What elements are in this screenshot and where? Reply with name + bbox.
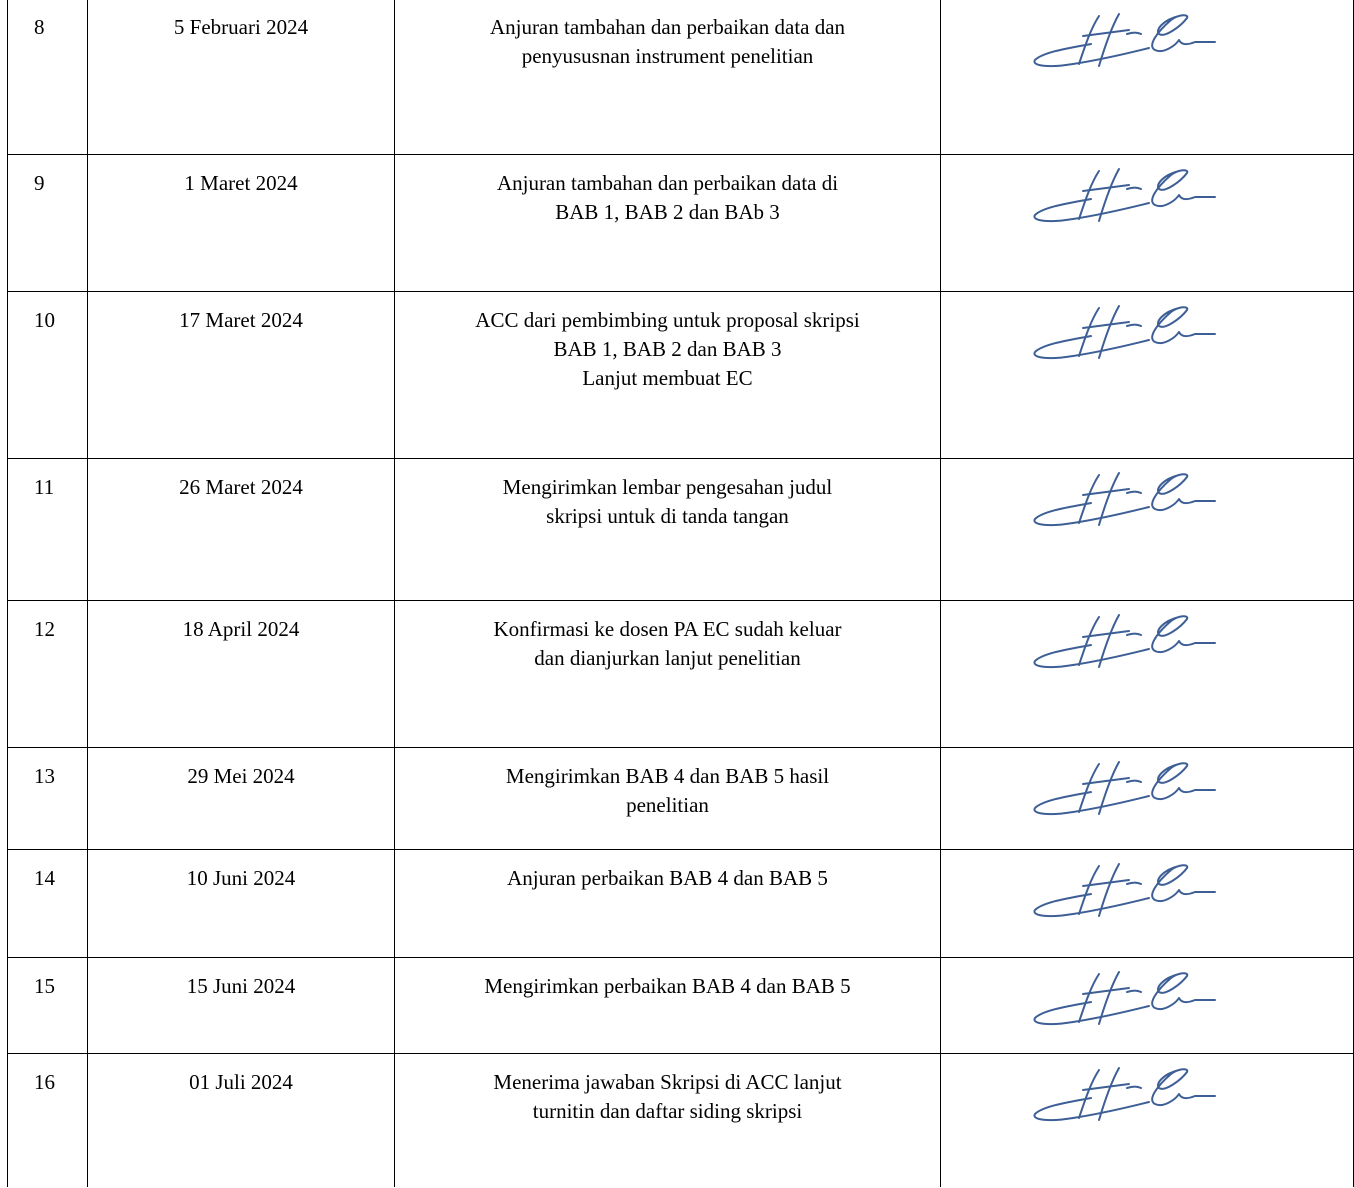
row-activity [395,747,941,849]
activity-line: penyususnan instrument penelitian [521,44,814,68]
row-signature [941,849,1354,957]
row-activity [395,458,941,600]
row-signature [941,458,1354,600]
row-date: 18 April 2024 [88,600,395,747]
row-number: 14 [8,849,88,957]
row-signature [941,747,1354,849]
row-signature [941,1053,1354,1187]
row-date: 29 Mei 2024 [88,747,395,849]
activity-line: BAB 1, BAB 2 dan BAB 3 [553,336,782,361]
signature-icon [947,860,1347,926]
signature-icon [947,165,1347,231]
row-signature [941,291,1354,458]
row-activity [395,600,941,747]
row-date: 1 Maret 2024 [88,154,395,291]
activity-line: Lanjut membuat EC [582,365,753,390]
activity-line: Menerima jawaban Skripsi di ACC lanjut [493,1069,842,1094]
row-number: 13 [8,747,88,849]
row-date: 01 Juli 2024 [88,1053,395,1187]
table-row [8,154,1354,291]
signature-icon [947,1064,1347,1130]
row-number: 11 [8,458,88,600]
row-activity [395,957,941,1053]
signature-icon [947,968,1347,1034]
signature-icon [947,10,1347,76]
table-row [8,458,1354,600]
activity-line: Anjuran tambahan dan perbaikan data di [496,170,839,195]
row-date: 17 Maret 2024 [88,291,395,458]
row-activity [395,0,941,154]
signature-icon [947,469,1347,535]
row-number: 15 [8,957,88,1053]
activity-line: Mengirimkan BAB 4 dan BAB 5 hasil [505,763,830,788]
table-row [8,849,1354,957]
activity-line: penelitian [626,792,709,817]
row-date: 26 Maret 2024 [88,458,395,600]
activity-line: Anjuran tambahan dan perbaikan data dan [489,15,846,39]
table-row [8,957,1354,1053]
row-date: 10 Juni 2024 [88,849,395,957]
row-number: 10 [8,291,88,458]
signature-icon [947,611,1347,677]
row-number: 8 [8,0,88,154]
activity-line: skripsi untuk di tanda tangan [546,503,789,528]
row-activity [395,1053,941,1187]
activity-line: Mengirimkan perbaikan BAB 4 dan BAB 5 [484,973,851,998]
row-number: 16 [8,1053,88,1187]
table-row [8,291,1354,458]
row-date: 15 Juni 2024 [88,957,395,1053]
row-date: 5 Februari 2024 [88,0,395,154]
row-number: 12 [8,600,88,747]
activity-line: BAB 1, BAB 2 dan BAb 3 [555,199,780,224]
row-signature [941,600,1354,747]
activity-line: Mengirimkan lembar pengesahan judul [502,474,833,499]
table-row [8,747,1354,849]
table-row [8,0,1354,154]
signature-icon [947,758,1347,824]
row-signature [941,154,1354,291]
table-row [8,600,1354,747]
consultation-log-table [7,0,1354,1187]
activity-line: Konfirmasi ke dosen PA EC sudah keluar [493,616,842,641]
activity-line: Anjuran perbaikan BAB 4 dan BAB 5 [507,865,828,890]
row-activity [395,849,941,957]
signature-icon [947,302,1347,368]
row-signature [941,0,1354,154]
table-body [8,0,1354,1187]
row-signature [941,957,1354,1053]
activity-line: dan dianjurkan lanjut penelitian [534,645,801,670]
row-activity [395,154,941,291]
table-row [8,1053,1354,1187]
row-activity [395,291,941,458]
activity-line: ACC dari pembimbing untuk proposal skripsi [475,307,860,332]
activity-line: turnitin dan daftar siding skripsi [532,1098,803,1123]
row-number: 9 [8,154,88,291]
